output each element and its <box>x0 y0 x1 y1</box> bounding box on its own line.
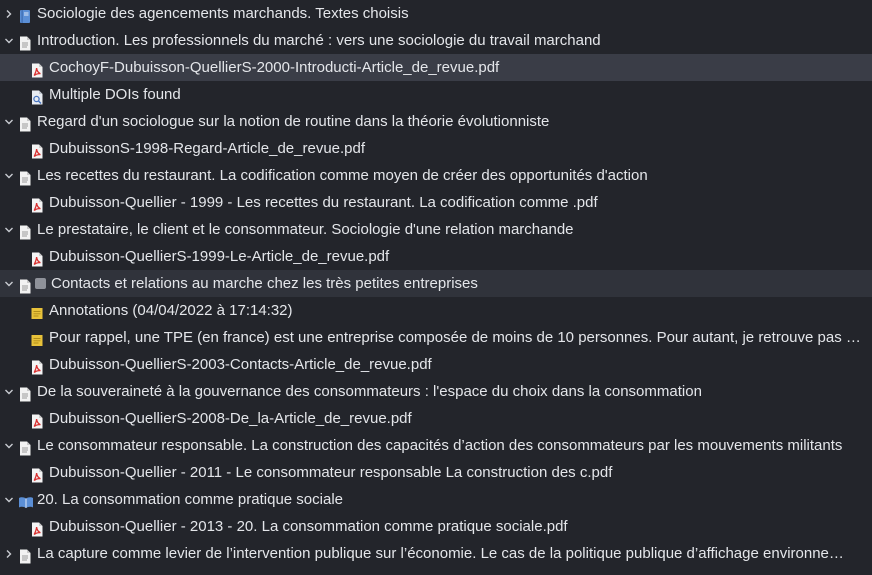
book-section-icon <box>18 492 32 507</box>
pdf-icon <box>30 519 44 534</box>
pdf-icon <box>30 411 44 426</box>
tree-row-child[interactable] <box>0 54 872 81</box>
tree-row-child[interactable] <box>0 351 872 378</box>
tag-color-icon <box>35 278 46 289</box>
tree-row-child[interactable] <box>0 459 872 486</box>
tree-row-child[interactable] <box>0 81 872 108</box>
chevron-down-icon[interactable] <box>3 216 15 243</box>
tree-row-label: DubuissonS-1998-Regard-Article_de_revue.pdf <box>49 140 366 157</box>
tree-row-item[interactable] <box>0 0 872 27</box>
document-icon <box>18 438 32 453</box>
tree-row-label: Dubuisson-QuellierS-2008-De_la-Article_de_revue.pdf <box>49 410 412 427</box>
tree-row-label: CochoyF-Dubuisson-QuellierS-2000-Introducti-Article_de_revue.pdf <box>49 59 500 76</box>
tree-row-label: De la souveraineté à la gouvernance des consommateurs : l'espace du choix dans la consommation <box>37 383 702 400</box>
tree-row-item[interactable] <box>0 270 872 297</box>
tree-row-item[interactable] <box>0 108 872 135</box>
tree-row-item[interactable] <box>0 486 872 513</box>
tree-row-label: Sociologie des agencements marchands. Textes choisis <box>37 5 409 22</box>
tree-row-label: Dubuisson-QuellierS-2003-Contacts-Article_de_revue.pdf <box>49 356 432 373</box>
tree-row-label: Introduction. Les professionnels du marché : vers une sociologie du travail marchand <box>37 32 601 49</box>
tree-row-label: Multiple DOIs found <box>49 86 181 103</box>
tree-row-child[interactable] <box>0 243 872 270</box>
chevron-down-icon[interactable] <box>3 27 15 54</box>
tree-row-label: 20. La consommation comme pratique sociale <box>37 491 343 508</box>
tree-row-child[interactable] <box>0 405 872 432</box>
note-icon <box>30 303 44 318</box>
tree-row-child[interactable] <box>0 135 872 162</box>
document-icon <box>18 276 32 291</box>
tree-row-label: La capture comme levier de l’intervention publique sur l’économie. Le cas de la politique publique d’affichage environne… <box>37 545 844 562</box>
chevron-right-icon[interactable] <box>3 540 15 567</box>
book-icon <box>18 6 32 21</box>
chevron-down-icon[interactable] <box>3 432 15 459</box>
pdf-icon <box>30 141 44 156</box>
tree-row-label: Le prestataire, le client et le consommateur. Sociologie d'une relation marchande <box>37 221 574 238</box>
tree-row-item[interactable] <box>0 540 872 567</box>
tree-row-child[interactable] <box>0 297 872 324</box>
tree-row-label: Annotations (04/04/2022 à 17:14:32) <box>49 302 293 319</box>
tree-row-label: Les recettes du restaurant. La codification comme moyen de créer des opportunités d'action <box>37 167 648 184</box>
tree-row-label: Regard d'un sociologue sur la notion de routine dans la théorie évolutionniste <box>37 113 550 130</box>
tree-row-label: Dubuisson-Quellier - 2011 - Le consommateur responsable La construction des c.pdf <box>49 464 613 481</box>
tree-row-item[interactable] <box>0 216 872 243</box>
tree-row-label: Pour rappel, une TPE (en france) est une entreprise composée de moins de 10 personnes. Pour autant, je retrouve pas … <box>49 329 861 346</box>
document-icon <box>18 384 32 399</box>
tree-row-child[interactable] <box>0 324 872 351</box>
pdf-icon <box>30 357 44 372</box>
chevron-right-icon[interactable] <box>3 0 15 27</box>
chevron-down-icon[interactable] <box>3 486 15 513</box>
tree-row-item[interactable] <box>0 432 872 459</box>
pdf-icon <box>30 195 44 210</box>
document-icon <box>18 168 32 183</box>
tree-row-item[interactable] <box>0 378 872 405</box>
chevron-down-icon[interactable] <box>3 162 15 189</box>
document-icon <box>18 546 32 561</box>
pdf-icon <box>30 60 44 75</box>
tree-row-item[interactable] <box>0 27 872 54</box>
tree-row-label: Contacts et relations au marche chez les très petites entreprises <box>51 275 478 292</box>
note-icon <box>30 330 44 345</box>
tree-row-child[interactable] <box>0 513 872 540</box>
tree-row-label: Le consommateur responsable. La construction des capacités d’action des consommateurs par les mouvements militants <box>37 437 843 454</box>
tree-row-label: Dubuisson-Quellier - 1999 - Les recettes du restaurant. La codification comme .pdf <box>49 194 598 211</box>
document-icon <box>18 33 32 48</box>
chevron-down-icon[interactable] <box>3 270 15 297</box>
tree-row-item[interactable] <box>0 162 872 189</box>
chevron-down-icon[interactable] <box>3 378 15 405</box>
document-icon <box>18 114 32 129</box>
tree-row-label: Dubuisson-Quellier - 2013 - 20. La consommation comme pratique sociale.pdf <box>49 518 568 535</box>
locate-icon <box>30 87 44 102</box>
tree-row-label: Dubuisson-QuellierS-1999-Le-Article_de_revue.pdf <box>49 248 390 265</box>
document-icon <box>18 222 32 237</box>
tree-row-child[interactable] <box>0 189 872 216</box>
chevron-down-icon[interactable] <box>3 108 15 135</box>
pdf-icon <box>30 465 44 480</box>
pdf-icon <box>30 249 44 264</box>
